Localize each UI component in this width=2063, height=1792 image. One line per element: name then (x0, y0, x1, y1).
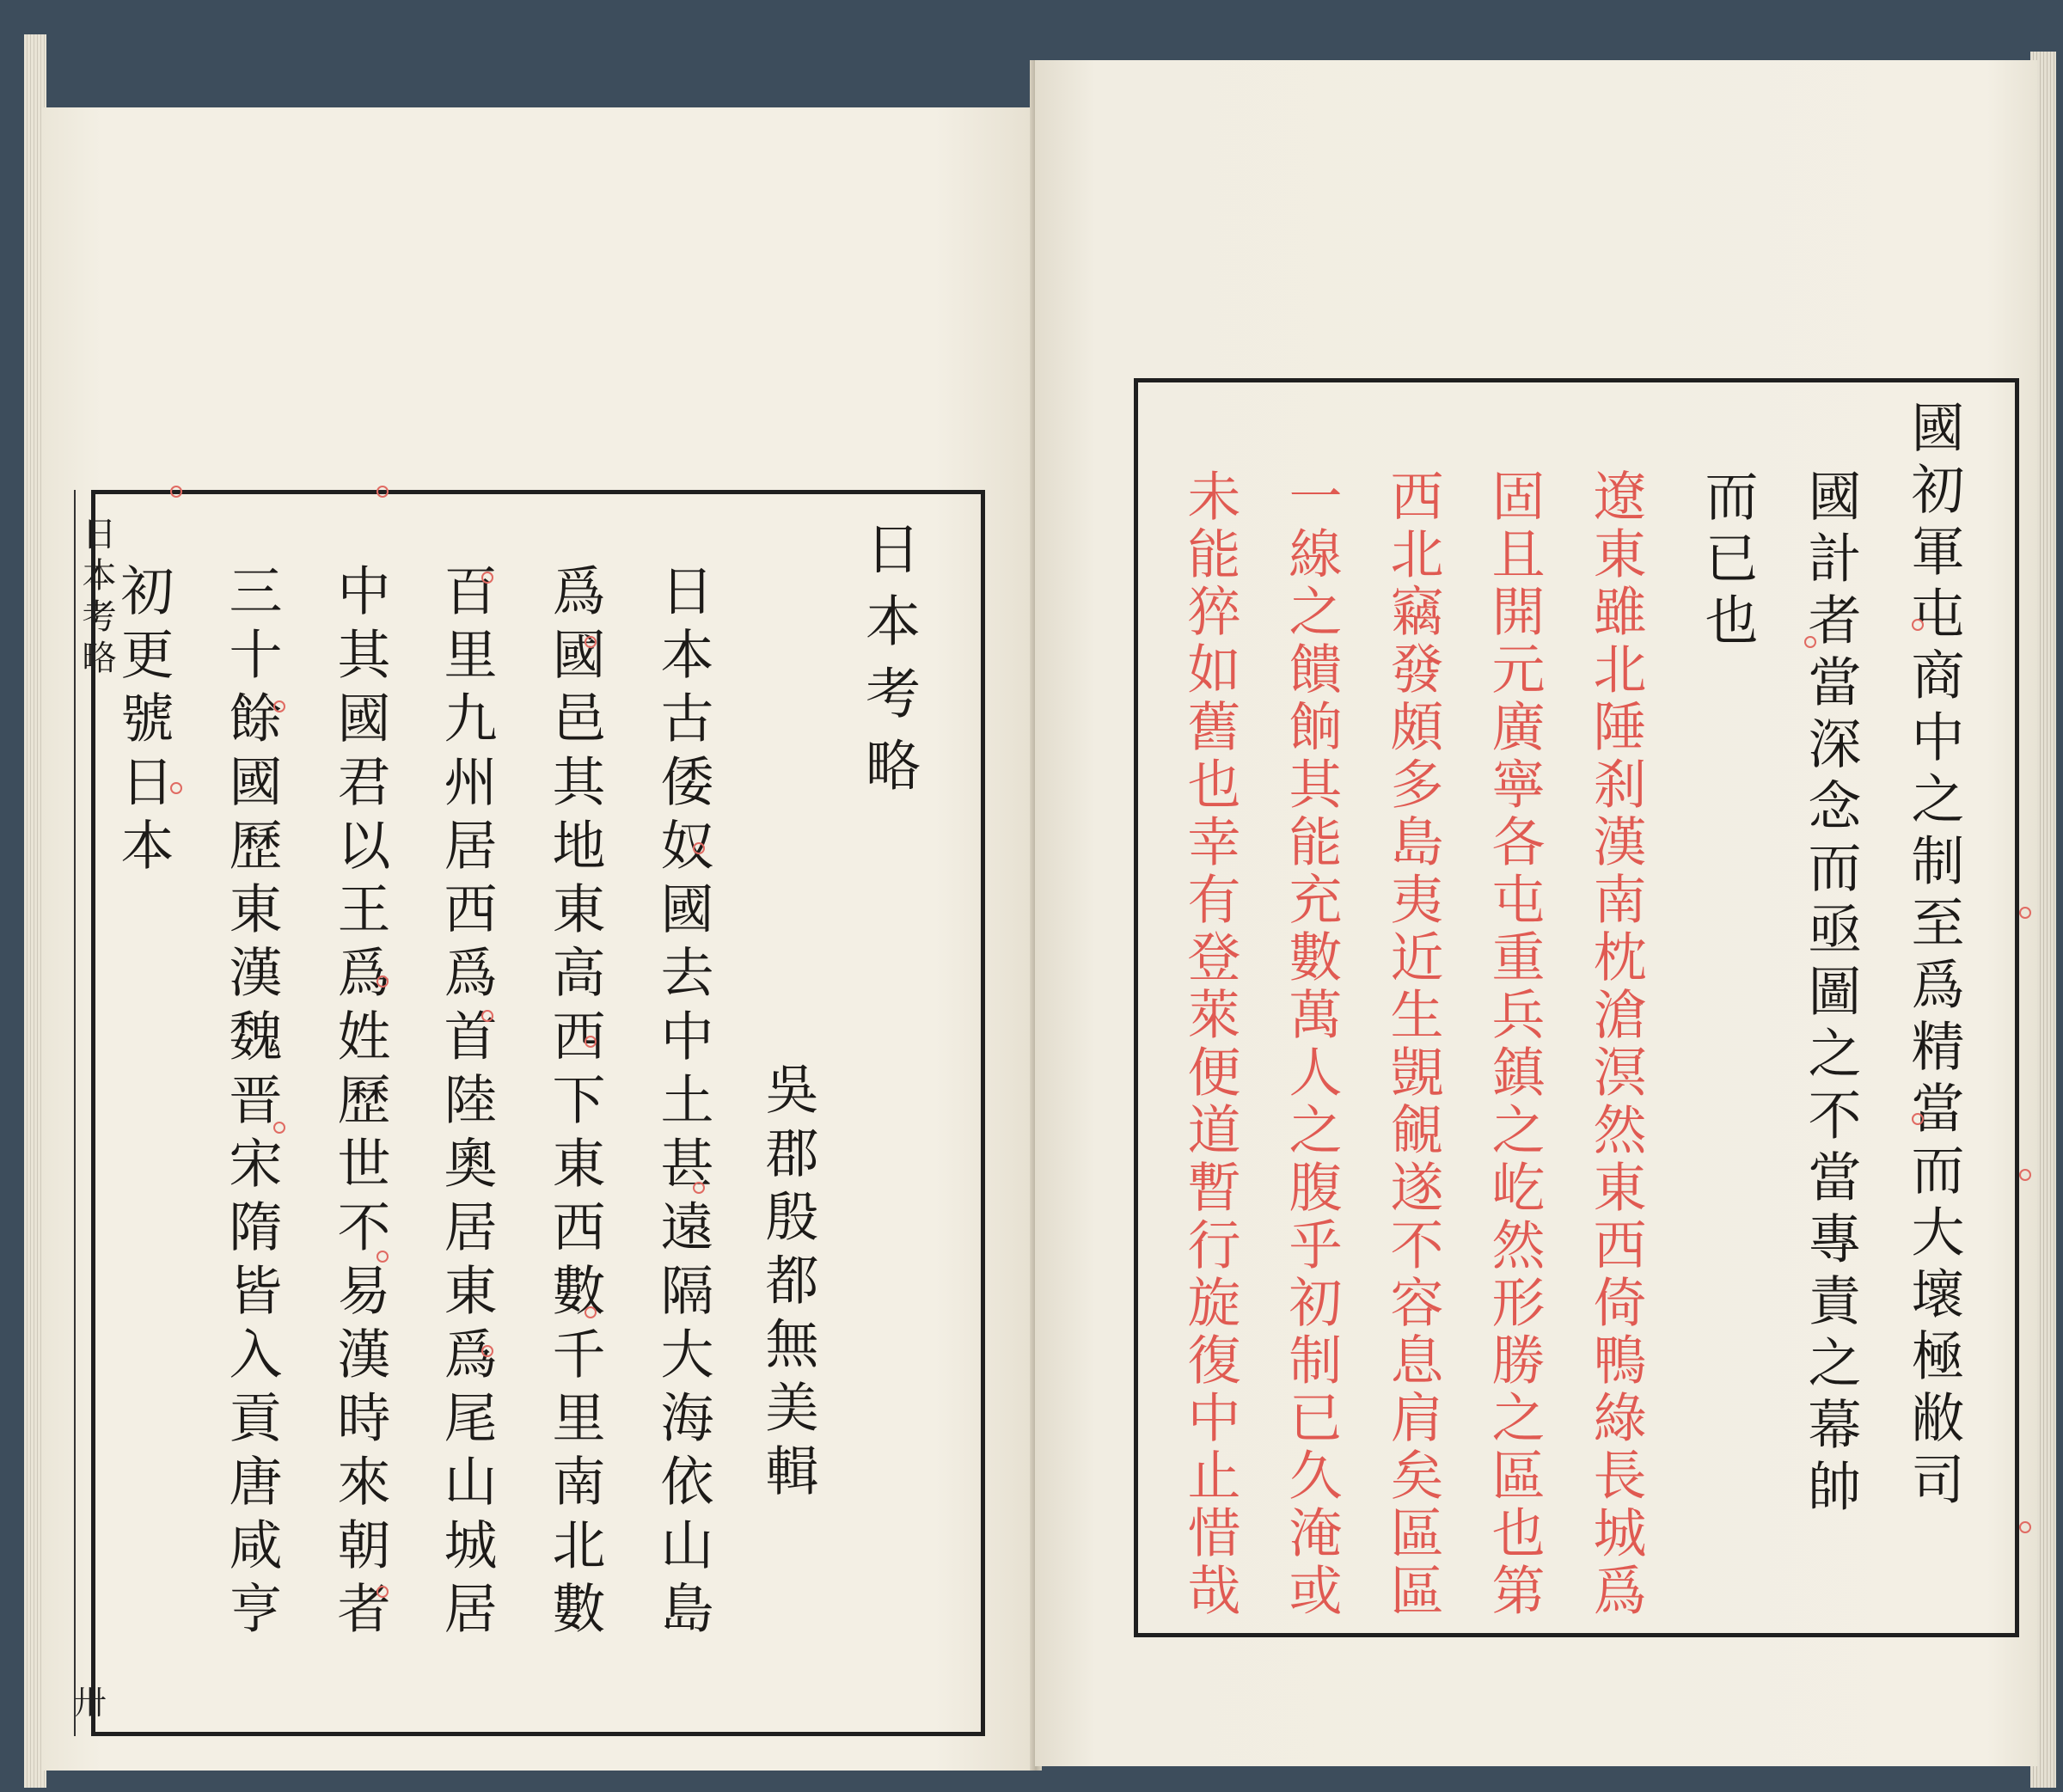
black-column-2: 國計者當深念而亟圖之不當專責之幕帥 (1799, 468, 1862, 1520)
book (12, 0, 2044, 1792)
punctuation-mark (481, 1345, 493, 1357)
page-title: 日本考略 (856, 520, 920, 809)
punctuation-mark (585, 636, 597, 648)
punctuation-mark (693, 1182, 705, 1194)
punctuation-mark (170, 782, 182, 794)
text-column-2: 爲國邑其地東高西下東西數千里南北數 (543, 563, 606, 1644)
punctuation-mark (481, 572, 493, 584)
punctuation-mark (376, 1251, 389, 1263)
right-page (1035, 60, 2037, 1766)
edge-title: 日本考略 (77, 516, 116, 681)
punctuation-mark (585, 1306, 597, 1318)
left-page (41, 107, 1035, 1771)
red-column-3: 西北竊發頗多島夷近生覬覦遂不容息肩矣區區 (1381, 468, 1444, 1620)
punctuation-mark (585, 1036, 597, 1048)
punctuation-mark (2019, 1169, 2031, 1181)
punctuation-mark (376, 486, 389, 498)
punctuation-mark (2019, 1521, 2031, 1533)
red-column-1: 遼東雖北陲刹漢南枕滄溟然東西倚鴨綠長城爲 (1584, 468, 1647, 1620)
black-column-3: 而已也 (1696, 468, 1759, 654)
left-text-frame (91, 490, 985, 1736)
punctuation-mark (273, 700, 285, 713)
punctuation-mark (2019, 907, 2031, 919)
right-text-frame (1134, 378, 2019, 1637)
punctuation-mark (1804, 636, 1816, 648)
red-column-5: 未能猝如舊也幸有登萊便道暫行旋復中止惜哉 (1178, 468, 1241, 1620)
page-edge-margin (74, 490, 116, 1736)
red-column-2: 固且開元廣寧各屯重兵鎮之屹然形勝之區也第 (1483, 468, 1546, 1620)
punctuation-mark (481, 1010, 493, 1022)
punctuation-mark (1912, 619, 1924, 631)
text-column-4: 中其國君以王爲姓歷世不易漢時來朝者 (328, 563, 391, 1644)
punctuation-mark (170, 486, 182, 498)
punctuation-mark (693, 842, 705, 854)
punctuation-mark (1912, 1113, 1924, 1125)
edge-number: 卅 (74, 1684, 107, 1722)
text-column-1: 日本古倭奴國去中土甚遠隔大海依山島 (652, 563, 714, 1644)
text-column-6: 初更號日本 (112, 563, 174, 881)
text-column-5: 三十餘國歷東漢魏晋宋隋皆入貢唐咸亨 (220, 563, 283, 1644)
punctuation-mark (376, 976, 389, 988)
punctuation-mark (376, 1586, 389, 1598)
black-column-1: 國初軍屯商中之制至爲精當而大壞極敝司 (1902, 400, 1965, 1514)
red-column-4: 一線之饋餉其能充數萬人之腹乎初制已久淹或 (1280, 468, 1343, 1620)
text-column-3: 百里九州居西爲首陸奧居東爲尾山城居 (435, 563, 498, 1644)
punctuation-mark (273, 1122, 285, 1134)
author-line: 吳郡殷都無美輯 (756, 1061, 819, 1507)
